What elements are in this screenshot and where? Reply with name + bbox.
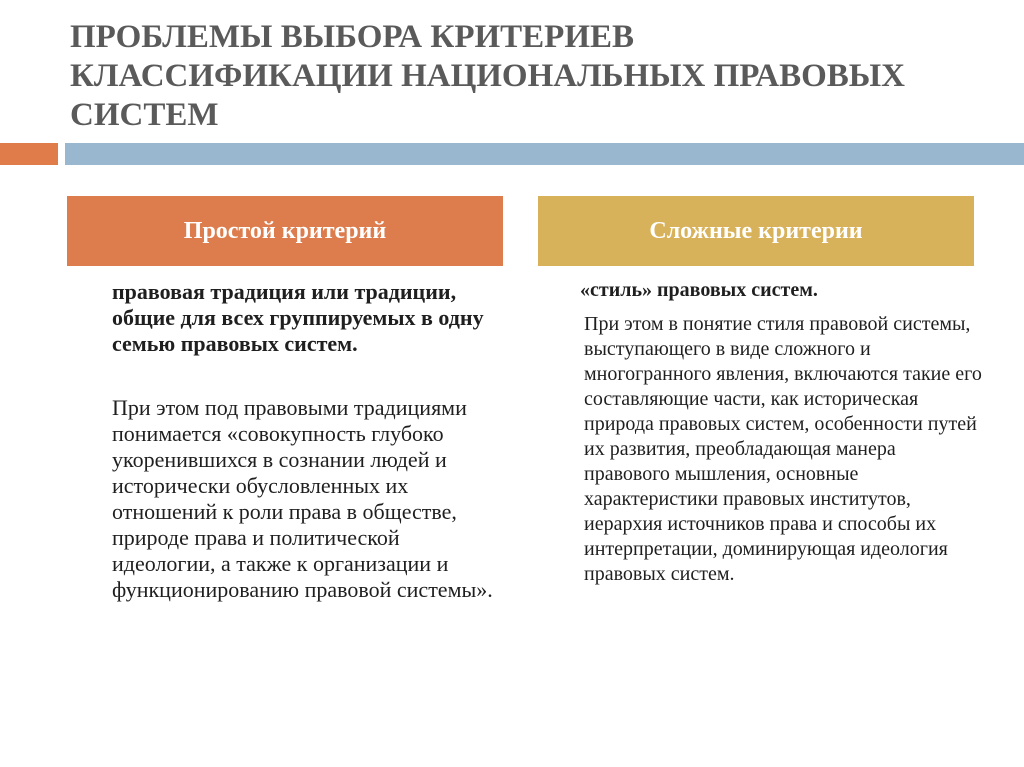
complex-criteria-lead: «стиль» правовых систем. bbox=[580, 279, 818, 301]
decor-bar-orange bbox=[0, 143, 58, 165]
title-line-3: СИСТЕМ bbox=[70, 97, 219, 133]
simple-criterion-lead: правовая традиция или традиции, общие для всех группируемых в одну семью правовых систем. bbox=[112, 279, 484, 356]
complex-criteria-label: Сложные критерии bbox=[649, 217, 863, 244]
complex-criteria-header bbox=[538, 196, 974, 266]
title-line-2: КЛАССИФИКАЦИИ НАЦИОНАЛЬНЫХ ПРАВОВЫХ bbox=[70, 58, 905, 94]
simple-criterion-body: При этом под правовыми традициями понимается «совокупность глубоко укоренившихся в сознании людей и исторически обусловленных их отношений к роли права в обществе, природе права и политической идеологии, а также к организации и функционированию правовой системы». bbox=[112, 395, 493, 602]
slide-title bbox=[70, 18, 990, 135]
title-line-1: ПРОБЛЕМЫ ВЫБОРА КРИТЕРИЕВ bbox=[70, 19, 635, 55]
simple-criterion-header bbox=[67, 196, 503, 266]
decor-bar-blue bbox=[65, 143, 1024, 165]
complex-criteria-body: При этом в понятие стиля правовой системы, выступающего в виде сложного и многогранного явления, включаются такие его составляющие части, как историческая природа правовых систем, особенности путей их развития, преобладающая манера правового мышления, основные характеристики правовых институтов, иерархия источников права и способы их интерпретации, доминирующая идеология правовых систем. bbox=[584, 313, 982, 585]
simple-criterion-label: Простой критерий bbox=[183, 217, 387, 244]
